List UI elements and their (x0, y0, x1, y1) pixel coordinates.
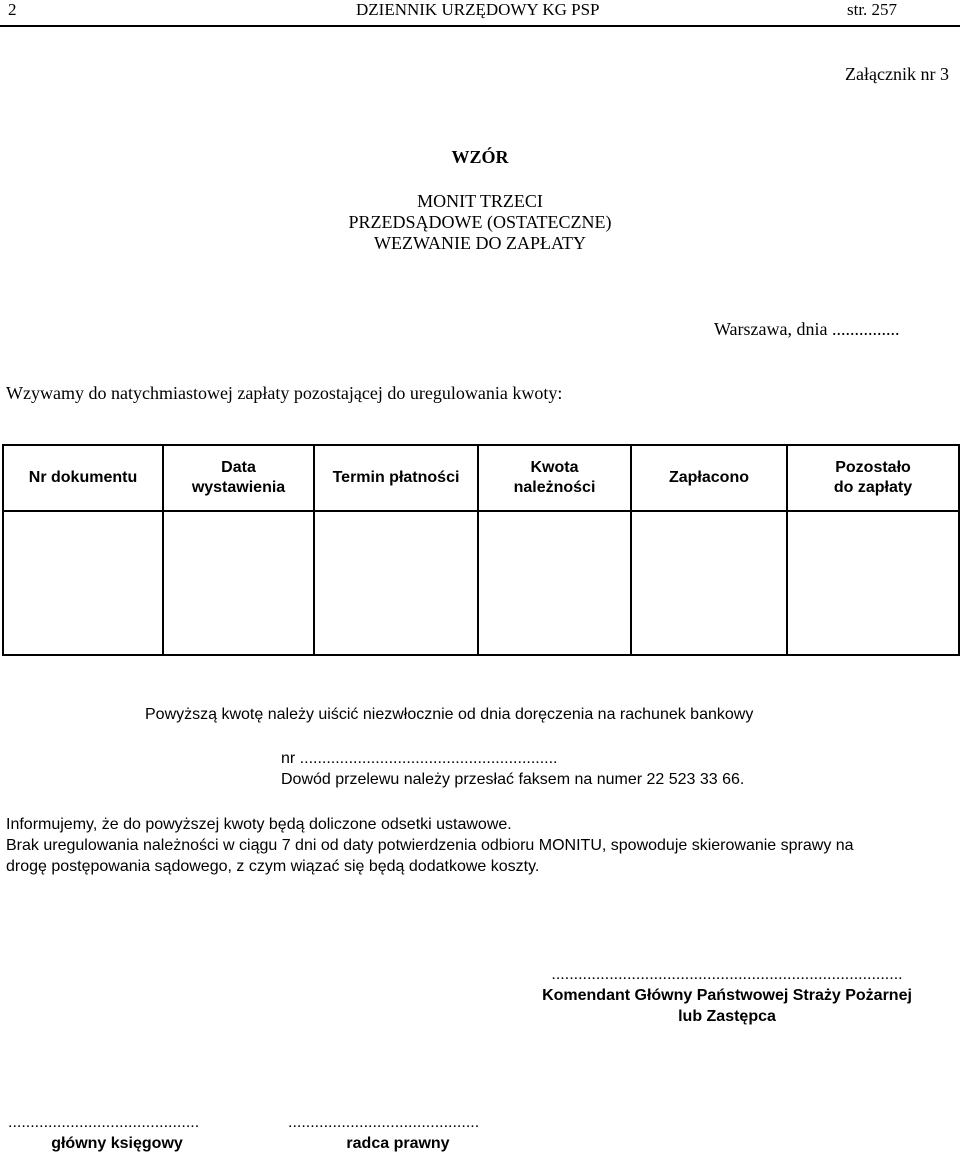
counsel-signature-line: ........................................... (288, 1114, 480, 1131)
column-header-label: Termin płatności (332, 469, 460, 486)
place-date: Warszawa, dnia ............... (714, 319, 900, 339)
column-header-amount-due (478, 445, 631, 511)
table-header-row (3, 445, 959, 511)
table-cell-payment-due (314, 511, 478, 655)
column-header-label: Kwota (530, 459, 579, 476)
journal-title: DZIENNIK URZĘDOWY KG PSP (356, 0, 600, 19)
invoice-table (2, 444, 960, 656)
commander-title: Komendant Główny Państwowej Straży Pożarnej (542, 987, 912, 1004)
column-header-label: Pozostało (835, 459, 911, 476)
table-cell-document-number (3, 511, 163, 655)
column-header-document-number (3, 445, 163, 511)
column-header-label: Data (221, 459, 256, 476)
column-header-label: Nr dokumentu (28, 469, 138, 486)
page-number: 2 (8, 0, 17, 19)
intro-text: Wzywamy do natychmiastowej zapłaty pozostającej do uregulowania kwoty: (6, 383, 563, 403)
title-line-3: WEZWANIE DO ZAPŁATY (374, 233, 586, 253)
column-header-issue-date (163, 445, 314, 511)
fax-instruction: Dowód przelewu należy przesłać faksem na numer 22 523 33 66. (281, 771, 745, 788)
accountant-signature-line: ........................................... (8, 1114, 200, 1131)
annex-label: Załącznik nr 3 (845, 64, 949, 84)
warning-line-1: Brak uregulowania należności w ciągu 7 dni od daty potwierdzenia odbioru MONITU, spowoduje skierowanie sprawy na (6, 837, 854, 854)
warning-line-2: drogę postępowania sądowego, z czym wiązać się będą dodatkowe koszty. (6, 858, 540, 875)
column-header-remaining (787, 445, 959, 511)
title-line-2: PRZEDSĄDOWE (OSTATECZNE) (348, 212, 612, 232)
column-header-label: wystawienia (191, 479, 286, 496)
column-header-payment-due (314, 445, 478, 511)
accountant-title: główny księgowy (51, 1135, 183, 1152)
column-header-label: Zapłacono (668, 469, 749, 486)
counsel-title: radca prawny (346, 1135, 450, 1152)
column-header-paid (631, 445, 787, 511)
title-line-1: MONIT TRZECI (417, 191, 543, 211)
commander-title-alt: lub Zastępca (678, 1008, 776, 1025)
document-title (0, 191, 960, 254)
table-cell-remaining (787, 511, 959, 655)
table-cell-paid (631, 511, 787, 655)
column-header-label: należności (513, 479, 596, 496)
template-label: WZÓR (451, 147, 509, 167)
table-row (3, 511, 959, 655)
account-number-line: nr .......................................................... (281, 750, 558, 767)
table-cell-amount-due (478, 511, 631, 655)
commander-signature-line: ............................................................................... (551, 966, 903, 983)
column-header-label: do zapłaty (833, 479, 913, 496)
table-cell-issue-date (163, 511, 314, 655)
page-reference: str. 257 (847, 0, 898, 19)
payment-instruction: Powyższą kwotę należy uiścić niezwłocznie od dnia doręczenia na rachunek bankowy (145, 706, 754, 723)
header-divider (0, 25, 960, 27)
interest-notice: Informujemy, że do powyższej kwoty będą doliczone odsetki ustawowe. (6, 816, 512, 833)
